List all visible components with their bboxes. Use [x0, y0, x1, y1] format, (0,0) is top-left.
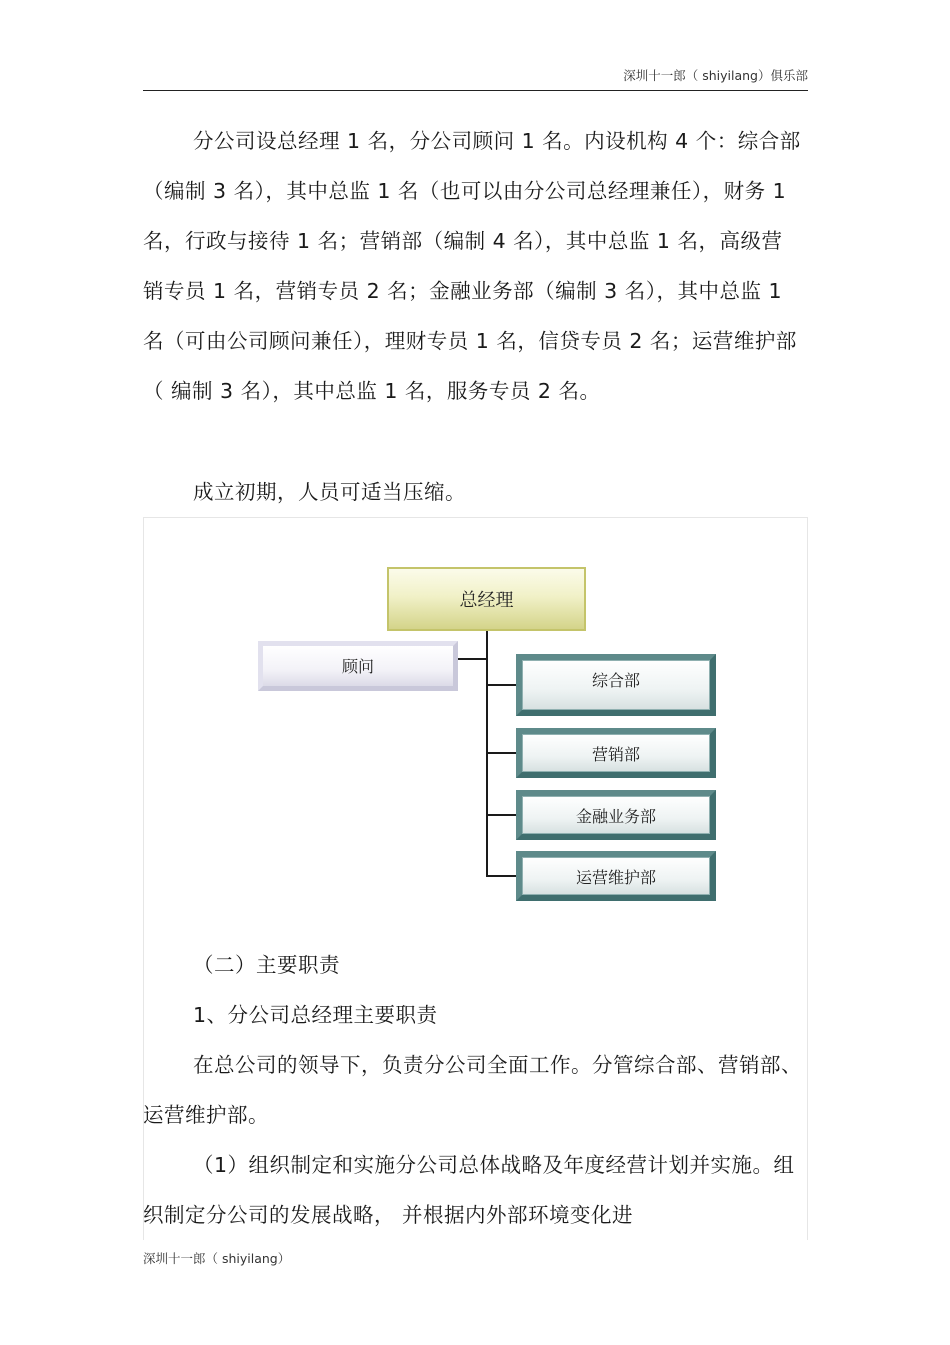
paragraph-gm-duties: 在总公司的领导下，负责分公司全面工作。分管综合部、营销部、运营维护部。 [143, 1053, 802, 1127]
org-box-operations: 运营维护部 [516, 851, 716, 901]
org-box-general-manager: 总经理 [387, 567, 586, 631]
org-box-finance-business: 金融业务部 [516, 790, 716, 840]
header-rule [143, 90, 808, 91]
paragraph-initial-stage: 成立初期，人员可适当压缩。 [193, 480, 466, 504]
connector-dept-2 [486, 752, 516, 754]
page-footer: 深圳十一郎（ shiyilang） [143, 1251, 291, 1266]
connector-dept-3 [486, 814, 516, 816]
section-heading: （二）主要职责 [193, 953, 340, 977]
org-box-marketing: 营销部 [516, 728, 716, 778]
connector-dept-1 [486, 684, 516, 686]
paragraph-staffing: 分公司设总经理 1 名，分公司顾问 1 名。内设机构 4 个：综合部（编制 3 名），其中总监 1 名（也可以由分公司总经理兼任），财务 1 名，行政与接待 1 名；营销部（编制 4 名），其中总监 1 名，高级营销专员 1 名，营销专员 2 名；金融业务部（编制 3 名），其中总监 1 名（可由公司顾问兼任），理财专员 1 名，信贷专员 2 名；运营维护部（ 编制 3 名），其中总监 1 名，服务专员 2 名。 [143, 129, 801, 403]
connector-dept-4 [486, 875, 516, 877]
section-subheading: 1、分公司总经理主要职责 [193, 1003, 438, 1027]
org-box-advisor: 顾问 [258, 641, 458, 691]
org-box-general-affairs: 综合部 [516, 654, 716, 716]
connector-advisor [458, 658, 488, 660]
page-header: 深圳十一郎（ shiyilang）俱乐部 [623, 68, 808, 83]
paragraph-duty-1: （1）组织制定和实施分公司总体战略及年度经营计划并实施。组织制定分公司的发展战略， 并根据内外部环境变化进 [143, 1153, 795, 1227]
